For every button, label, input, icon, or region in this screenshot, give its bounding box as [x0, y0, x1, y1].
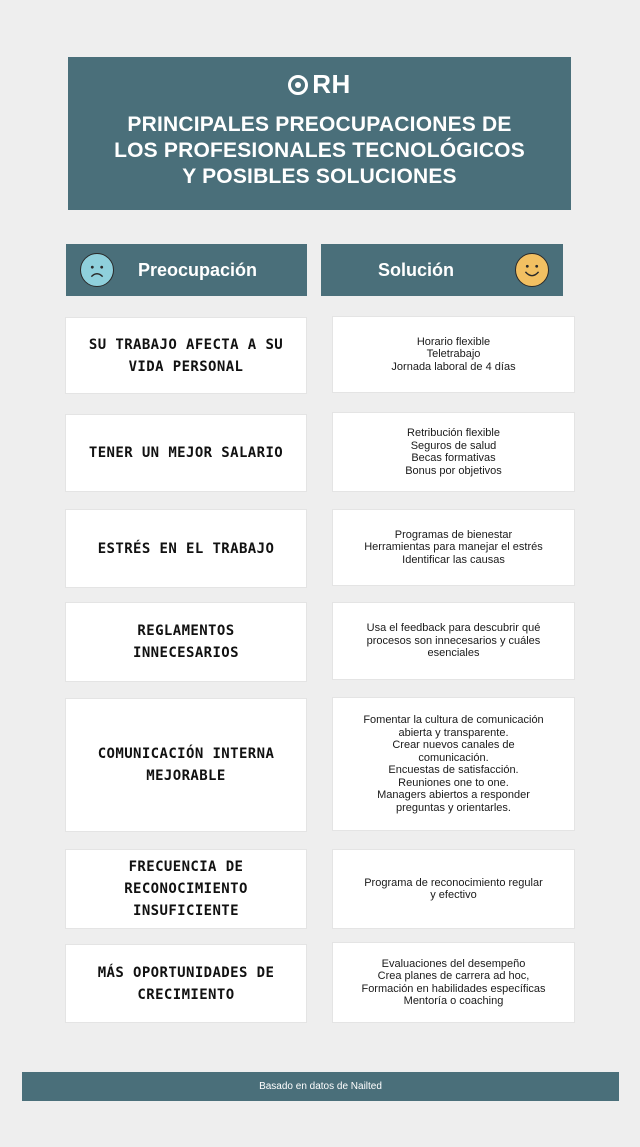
logo-text: RH — [312, 69, 351, 99]
footer-source-text: Basado en datos de Nailted — [259, 1081, 382, 1092]
concern-text: MÁS OPORTUNIDADES DE CRECIMIENTO — [97, 964, 275, 1003]
concern-text: SU TRABAJO AFECTA A SU VIDA PERSONAL — [88, 336, 284, 375]
concern-text: REGLAMENTOS INNECESARIOS — [133, 623, 239, 661]
solution-card — [333, 413, 574, 491]
concern-column-label: Preocupación — [138, 259, 258, 280]
concern-card — [66, 945, 306, 1022]
logo-ring-icon — [288, 75, 308, 95]
logo — [68, 69, 571, 100]
concern-card — [66, 603, 306, 681]
footer-banner — [22, 1072, 619, 1101]
page-title — [78, 112, 561, 190]
title-line: LOS PROFESIONALES TECNOLÓGICOS — [114, 139, 525, 162]
concern-text: TENER UN MEJOR SALARIO — [88, 445, 284, 461]
solution-text: Retribución flexible Seguros de salud Becas formativas Bonus por objetivos — [405, 427, 502, 477]
solution-text: Programa de reconocimiento regular y efectivo — [364, 876, 543, 901]
concern-text: FRECUENCIA DE RECONOCIMIENTO INSUFICIENTE — [124, 859, 248, 919]
concern-text: ESTRÉS EN EL TRABAJO — [97, 540, 275, 557]
solution-card — [333, 850, 574, 928]
concern-text: COMUNICACIÓN INTERNA MEJORABLE — [97, 746, 275, 784]
concern-column-header — [66, 244, 307, 296]
sad-face-icon — [80, 253, 114, 287]
title-line: PRINCIPALES PREOCUPACIONES DE — [127, 113, 512, 136]
solution-card — [333, 943, 574, 1022]
header-banner — [68, 57, 571, 210]
title-line: Y POSIBLES SOLUCIONES — [182, 165, 457, 188]
concern-card — [66, 318, 306, 393]
concern-card — [66, 699, 306, 831]
solution-text: Programas de bienestar Herramientas para manejar el estrés Identificar las causas — [364, 528, 543, 566]
solution-column-label: Solución — [378, 259, 454, 280]
solution-card — [333, 698, 574, 830]
solution-column-header — [321, 244, 563, 296]
solution-text: Fomentar la cultura de comunicación abierta y transparente. Crear nuevos canales de comunicación. Encuestas de satisfacción. Reuniones one to one. Managers abiertos a responder preguntas y orientarles. — [363, 714, 544, 814]
solution-text: Usa el feedback para descubrir qué procesos son innecesarios y cuáles esenciales — [366, 622, 541, 660]
solution-card — [333, 603, 574, 679]
concern-card — [66, 510, 306, 587]
concern-card — [66, 850, 306, 928]
solution-card — [333, 510, 574, 585]
solution-text: Horario flexible Teletrabajo Jornada laboral de 4 días — [391, 335, 516, 373]
smiley-face-icon — [515, 253, 549, 287]
solution-card — [333, 317, 574, 392]
solution-text: Evaluaciones del desempeño Crea planes de carrera ad hoc, Formación en habilidades específicas Mentoría o coaching — [361, 957, 546, 1007]
concern-card — [66, 415, 306, 491]
